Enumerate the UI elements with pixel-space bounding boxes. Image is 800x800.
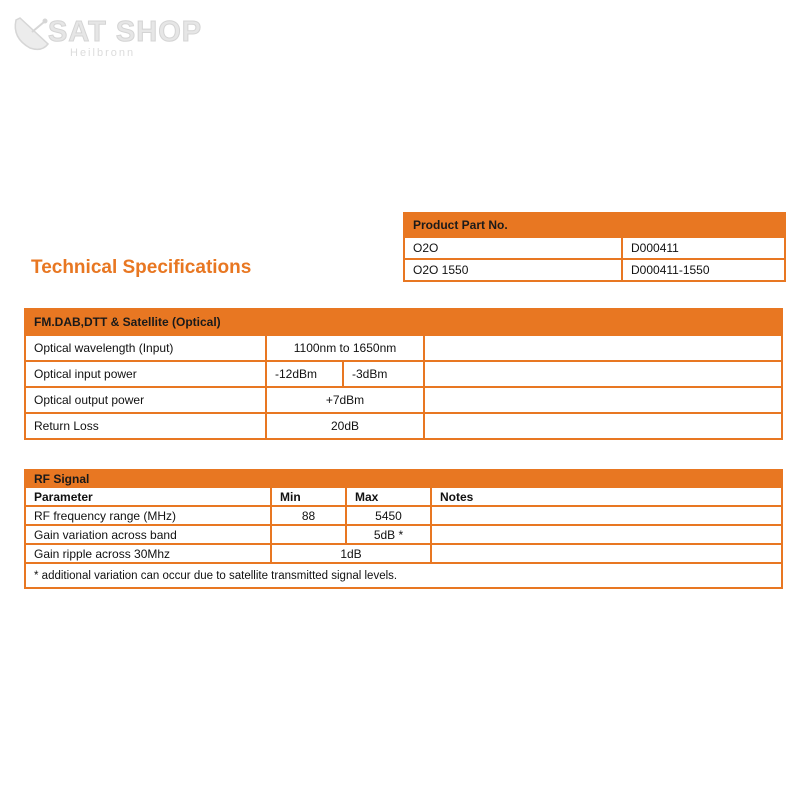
part-name-cell: O2O 1550 xyxy=(404,259,622,281)
table-row xyxy=(25,544,782,563)
table-row xyxy=(25,413,782,439)
optical-notes-cell xyxy=(424,335,782,361)
part-table-header: Product Part No. xyxy=(404,213,785,237)
column-header-row xyxy=(25,487,782,506)
product-part-table xyxy=(403,212,786,282)
column-header-parameter: Parameter xyxy=(25,487,271,506)
optical-notes-cell xyxy=(424,413,782,439)
table-row xyxy=(404,237,785,259)
optical-spec-table xyxy=(24,308,783,440)
table-row xyxy=(404,259,785,281)
rf-notes-cell xyxy=(431,544,782,563)
table-row xyxy=(25,335,782,361)
rf-max-cell: 5450 xyxy=(346,506,431,525)
logo-brand: SAT SHOP xyxy=(48,16,203,48)
rf-min-cell: 88 xyxy=(271,506,346,525)
optical-table-header: FM.DAB,DTT & Satellite (Optical) xyxy=(25,309,782,335)
column-header-notes: Notes xyxy=(431,487,782,506)
optical-value-cell: +7dBm xyxy=(266,387,424,413)
logo xyxy=(8,8,208,58)
rf-max-cell: 5dB * xyxy=(346,525,431,544)
rf-table-header: RF Signal xyxy=(25,470,782,487)
rf-param-cell: RF frequency range (MHz) xyxy=(25,506,271,525)
part-name-cell: O2O xyxy=(404,237,622,259)
part-number-cell: D000411 xyxy=(622,237,785,259)
table-header-row xyxy=(404,213,785,237)
optical-value-cell: 20dB xyxy=(266,413,424,439)
rf-value-cell: 1dB xyxy=(271,544,431,563)
optical-min-cell: -12dBm xyxy=(266,361,343,387)
optical-notes-cell xyxy=(424,361,782,387)
table-row xyxy=(25,387,782,413)
optical-param-cell: Return Loss xyxy=(25,413,266,439)
footnote-row xyxy=(25,563,782,588)
footnote: * additional variation can occur due to satellite transmitted signal levels. xyxy=(25,563,782,588)
rf-param-cell: Gain variation across band xyxy=(25,525,271,544)
table-header-row xyxy=(25,470,782,487)
logo-city: Heilbronn xyxy=(70,47,136,59)
optical-value-cell: 1100nm to 1650nm xyxy=(266,335,424,361)
column-header-min: Min xyxy=(271,487,346,506)
optical-max-cell: -3dBm xyxy=(343,361,424,387)
rf-signal-table xyxy=(24,469,783,589)
rf-notes-cell xyxy=(431,525,782,544)
optical-param-cell: Optical output power xyxy=(25,387,266,413)
page-title: Technical Specifications xyxy=(31,257,252,278)
table-row xyxy=(25,525,782,544)
optical-param-cell: Optical input power xyxy=(25,361,266,387)
part-number-cell: D000411-1550 xyxy=(622,259,785,281)
column-header-max: Max xyxy=(346,487,431,506)
rf-param-cell: Gain ripple across 30Mhz xyxy=(25,544,271,563)
optical-notes-cell xyxy=(424,387,782,413)
optical-param-cell: Optical wavelength (Input) xyxy=(25,335,266,361)
rf-min-cell xyxy=(271,525,346,544)
rf-notes-cell xyxy=(431,506,782,525)
table-header-row xyxy=(25,309,782,335)
table-row xyxy=(25,506,782,525)
table-row xyxy=(25,361,782,387)
